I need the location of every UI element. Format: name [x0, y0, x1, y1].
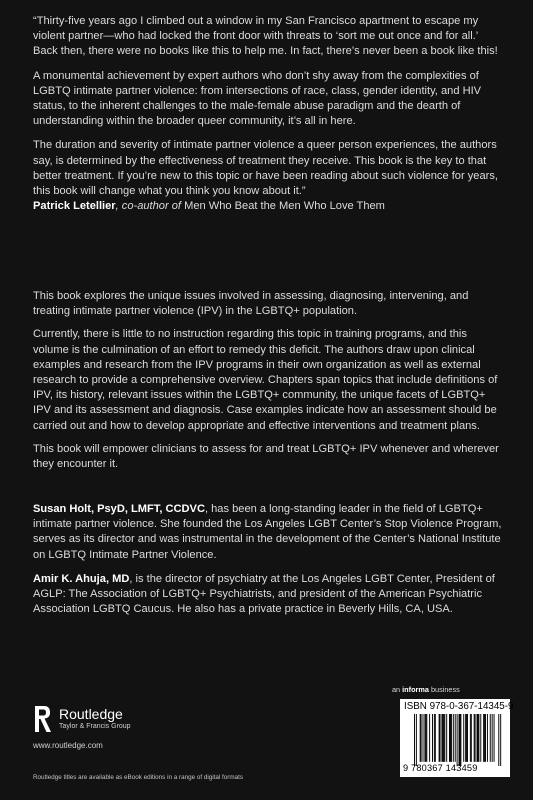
barcode-bar: [465, 714, 466, 762]
barcode-bar: [455, 714, 456, 762]
informa-suffix: business: [428, 685, 460, 694]
ebook-note: Routledge titles are available as eBook editions in a range of digital formats: [33, 774, 244, 781]
barcode-bar: [439, 714, 440, 762]
quote-text: The duration and severity of intimate partner violence a queer person experiences, the authors say, is determined by the effectiveness of treatment they receive. This book is the key to that better treatment. If you’re new to this topic or have been reading about such violence for years, this book will change what you think you know about it.”: [33, 139, 498, 198]
informa-prefix: an: [392, 685, 403, 694]
barcode-bar: [498, 714, 499, 766]
barcode-bar: [459, 714, 460, 766]
quote-paragraph: [33, 138, 503, 214]
barcode-bar: [451, 714, 452, 762]
barcode-bar: [444, 714, 445, 762]
barcode-bar: [429, 714, 430, 762]
barcode-bar: [421, 714, 422, 762]
quote-attribution-role: , co-author of: [115, 200, 185, 213]
barcode-bar: [487, 714, 488, 762]
publisher-url[interactable]: www.routledge.com: [33, 741, 103, 750]
barcode-bar: [477, 714, 478, 762]
barcode-bar: [416, 714, 417, 766]
barcode-bar: [440, 714, 441, 762]
endorsement-quote: [33, 14, 503, 214]
isbn-label: ISBN 978-0-367-14345-9: [404, 701, 514, 712]
routledge-r-icon: [33, 704, 53, 734]
quote-paragraph: “Thirty-five years ago I climbed out a window in my San Francisco apartment to escape my violent partner—who had locked the front door with threats to ‘sort me out once and for all.’ Back then, there were no books like this to help me. In fact, there’s never been a book like this!: [33, 15, 498, 58]
barcode-bar: [470, 714, 471, 762]
barcode-bar: [442, 714, 443, 762]
barcode-bar: [457, 714, 458, 766]
barcode-bar: [466, 714, 467, 762]
barcode-bar: [471, 714, 472, 762]
barcode-bar: [425, 714, 426, 762]
barcode-bar: [426, 714, 427, 762]
isbn-barcode-box: [400, 699, 514, 777]
barcode-bar: [420, 714, 421, 762]
barcode-bar: [453, 714, 454, 762]
barcode-bar: [484, 714, 485, 762]
barcode-bar: [460, 714, 461, 766]
barcode-bar: [446, 714, 447, 762]
publisher-logo: [33, 704, 131, 734]
barcode-bar: [485, 714, 486, 762]
barcode-bar: [490, 714, 491, 762]
barcode-bar: [467, 714, 468, 762]
description-paragraph: Currently, there is little to no instruction regarding this topic in training programs, and this volume is the culmination of an effort to remedy this deficit. The authors draw upon clinical examples and research from the IPV programs in their own organization as well as external research to provide a comprehensive overview. Chapters span topics that include definitions of IPV, its history, relevant issues within the LGBTQ+ community, the unique facets of LGBTQ+ IPV and its assessment and diagnosis. Case examples indicate how an assessment should be carried out and how to develop appropriate and effective interventions and treatment plans.: [33, 328, 498, 432]
author-bios: [33, 502, 503, 626]
barcode-bar: [463, 714, 464, 762]
barcode-bar: [474, 714, 475, 762]
barcode-bar: [414, 714, 415, 766]
author-bio: [33, 572, 503, 618]
barcode-bar: [434, 714, 435, 762]
barcode-digits: 9 780367 143459: [403, 763, 478, 773]
barcode-bar: [475, 714, 476, 762]
quote-attribution-name: Patrick Letellier: [33, 200, 116, 213]
informa-brand: informa: [402, 685, 429, 694]
author-name: Amir K. Ahuja, MD: [33, 572, 130, 585]
description-paragraph: This book explores the unique issues involved in assessing, diagnosing, intervening, and treating intimate partner violence (IPV) in the LGBTQ+ population.: [33, 290, 469, 318]
barcode-bar: [450, 714, 451, 762]
barcode-bar: [424, 714, 425, 762]
barcode-bar: [443, 714, 444, 762]
barcode-bar: [483, 714, 484, 762]
barcode-bar: [492, 714, 493, 762]
barcode-bar: [432, 714, 433, 762]
barcode: [414, 714, 504, 766]
author-bio: [33, 502, 503, 563]
barcode-bar: [459, 714, 460, 766]
barcode-bar: [477, 714, 478, 762]
barcode-bar: [480, 714, 481, 762]
quote-attribution-book: Men Who Beat the Men Who Love Them: [184, 200, 385, 213]
barcode-bar: [449, 714, 450, 762]
author-bio-text: , has been a long-standing leader in the field of LGBTQ+ intimate partner violence. She founded the Los Angeles LGBT Center’s Stop Violence Program, serves as its director and was instrumental in the development of the Center’s National Institute on LGBTQ Intimate Partner Violence.: [33, 503, 502, 561]
publisher-group: Taylor & Francis Group: [59, 723, 131, 730]
barcode-bar: [441, 714, 442, 762]
barcode-bar: [478, 714, 479, 762]
description-paragraph: This book will empower clinicians to assess for and treat LGBTQ+ IPV whenever and wherever they encounter it.: [33, 442, 499, 471]
quote-paragraph: A monumental achievement by expert authors who don’t shy away from the complexities of LGBTQ intimate partner violence: from intersections of race, class, gender identity, and HIV status, to the inherent challenges to the male-female abuse paradigm and the dearth of understanding within the broader queer community, it’s all in here.: [33, 69, 482, 128]
author-bio-text: , is the director of psychiatry at the Los Angeles LGBT Center, President of AGLP: The Association of LGBTQ+ Psychiatrists, and president of the American Psychiatric Association LGBTQ Caucus. He also has a private practice in Beverly Hills, CA, USA.: [33, 572, 495, 616]
barcode-bar: [423, 714, 424, 762]
book-description: [33, 289, 503, 480]
informa-business-label: [392, 685, 460, 694]
barcode-bar: [435, 714, 436, 762]
author-name: Susan Holt, PsyD, LMFT, CCDVC: [33, 503, 205, 515]
publisher-name: Routledge: [59, 706, 123, 722]
barcode-bar: [494, 714, 495, 762]
barcode-bar: [500, 714, 501, 766]
